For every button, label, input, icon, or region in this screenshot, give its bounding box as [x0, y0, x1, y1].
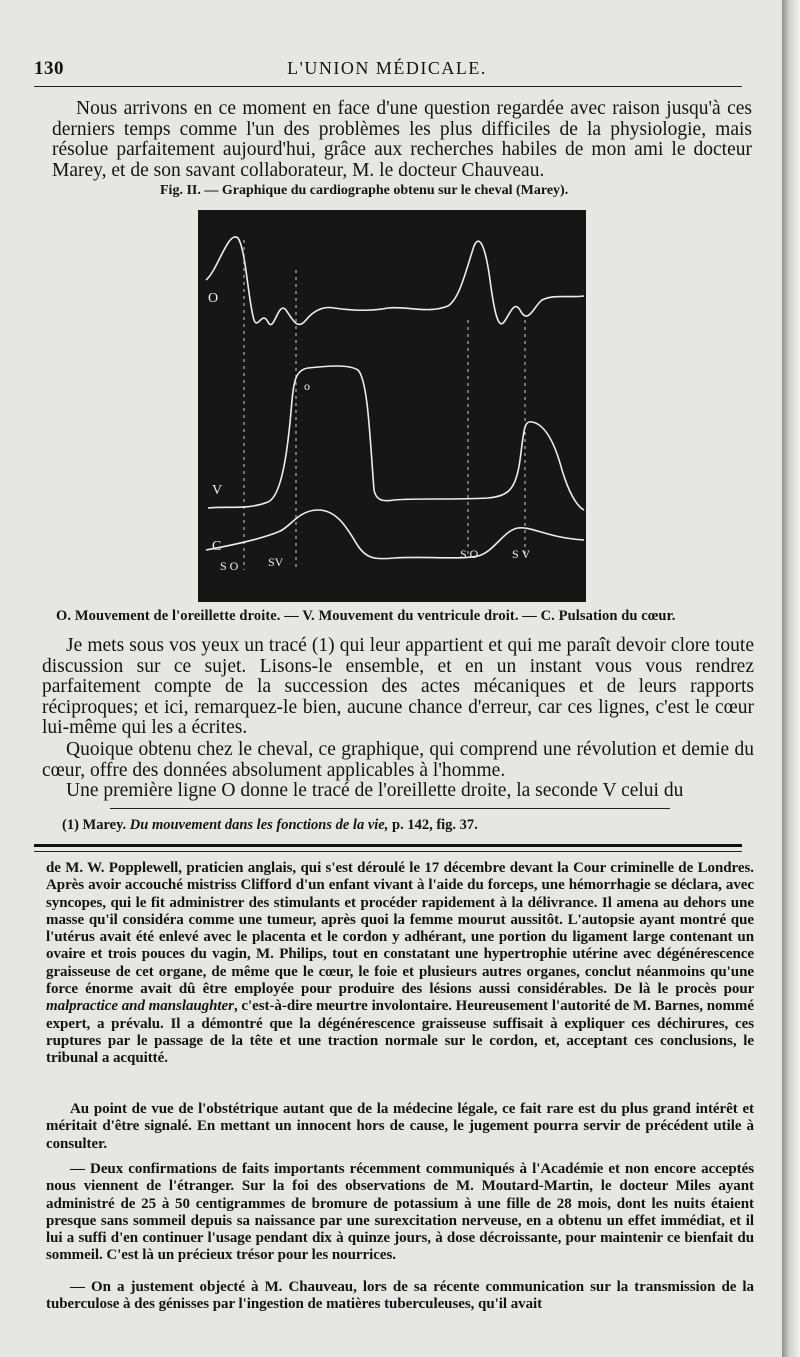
label-c: C — [212, 539, 222, 554]
separator-rule-bottom — [34, 851, 742, 852]
page-edge — [782, 0, 800, 1357]
footnote-title: Du mouvement dans les fonctions de la vie, — [129, 817, 389, 833]
header-rule — [34, 86, 742, 87]
lower-paragraph-1-end: , c'est-à-dire meurtre involontaire. Heureusement l'autorité de M. Barnes, nommé expert, a prévalu. Il a démontré que la dégénérescence graisseuse suffisait à expliquer ces déchirures, ces ruptures par le passage de la tête et une traction normale sur le cordon, et, acceptant ces conclusions, le tribunal a acquitté. — [46, 998, 754, 1067]
cardiograph-figure — [198, 210, 586, 602]
lower-paragraph-2: Au point de vue de l'obstétrique autant que de la médecine légale, ce fait rare est du plus grand intérêt et méritait d'être signalé. En mettant un innocent hors de cause, le jugement pourra servir de précédent utile à consulter. — [46, 1101, 754, 1152]
body-paragraph-1: Je mets sous vos yeux un tracé (1) qui leur appartient et qui me paraît devoir clore toute discussion sur ce sujet. Lisons-le ensemble, et en un instant vous vous rendrez parfaitement compte de la succession des actes mécaniques et de leurs rapports réciproques; et ici, remarquez-le bien, aucune chance d'erreur, car ces lignes, c'est le cœur lui-même qui les a écrites. — [42, 635, 754, 738]
footnote-rule — [110, 808, 670, 809]
running-title: L'UNION MÉDICALE. — [287, 58, 487, 78]
lower-paragraph-1 — [46, 860, 754, 1068]
lower-paragraph-4: — On a justement objecté à M. Chauveau, lors de sa récente communication sur la transmission de la tuberculose à des génisses par l'ingestion de matières tuberculeuses, qu'il avait — [46, 1279, 754, 1313]
page-header — [34, 52, 740, 82]
footnote-prefix: (1) Marey. — [62, 817, 127, 833]
lower-paragraph-3: — Deux confirmations de faits importants récemment communiqués à l'Académie et non encore acceptés nous viennent de l'étranger. Sur la foi des observations de M. Moutard-Martin, le docteur Miles ayant administré de 25 à 50 centigrammes de bromure de potassium à une fille de 28 mois, dont les nuits étaient presque sans sommeil depuis sa naissance par une surexcitation nerveuse, en a obtenu un effet immédiat, et il lui a suffi d'en continuer l'usage pendant dix à quinze jours, à dose décroissante, pour maintenir ce bienfait du sommeil. C'est là un précieux trésor pour les nourrices. — [46, 1161, 754, 1264]
figure-background — [198, 210, 586, 602]
label-sv-left: SV — [268, 555, 284, 569]
lower-paragraph-1-start: de M. W. Popplewell, praticien anglais, qui s'est déroulé le 17 décembre devant la Cour criminelle de Londres. Après avoir accouché mistriss Clifford d'un enfant vivant à l'aide du forceps, une hémorrhagie se déclara, avec syncopes, qui le fit administrer des stimulants et procéder rapidement à la délivrance. Il amena au dehors une masse qu'il considéra comme une tumeur, après quoi la femme mourut aussitôt. L'autopsie ayant montré que l'utérus avait été enlevé avec le placenta et le cordon y adhérant, une portion du ligament large contenant un ovaire et trois pouces du vagin, M. Philips, tout en constatant une hypertrophie utérine avec dégénérescence graisseuse de cet organe, de même que le cœur, le foie et plusieurs autres organes, conclut néanmoins qu'une force énorme avait dû être employée pour produire des lésions aussi considérables. De là le procès pour — [46, 860, 754, 998]
body-paragraph-3: Une première ligne O donne le tracé de l'oreillette droite, la seconde V celui du — [66, 780, 684, 801]
label-o-inner: o — [304, 379, 310, 393]
label-v: V — [212, 483, 223, 498]
label-so-right: S O — [460, 547, 479, 561]
figure-caption: Fig. II. — Graphique du cardiographe obtenu sur le cheval (Marey). — [160, 183, 569, 198]
separator-rule-top — [34, 844, 742, 847]
page-number: 130 — [34, 58, 64, 79]
footnote — [62, 817, 742, 834]
label-o: O — [208, 291, 219, 306]
lower-paragraph-1-italic: malpractice and manslaughter — [46, 998, 234, 1015]
figure-legend: O. Mouvement de l'oreillette droite. — V. Mouvement du ventricule droit. — C. Pulsation du cœur. — [56, 608, 676, 624]
footnote-suffix: p. 142, fig. 37. — [392, 817, 478, 833]
body-paragraph-2: Quoique obtenu chez le cheval, ce graphique, qui comprend une révolution et demie du cœur, offre des données absolument applicables à l'homme. — [42, 739, 754, 781]
intro-paragraph: Nous arrivons en ce moment en face d'une question regardée avec raison jusqu'à ces derniers temps comme l'un des problèmes les plus difficiles de la physiologie, mais résolue parfaitement aujourd'hui, grâce aux recherches habiles de mon ami le docteur Marey, et de son savant collaborateur, M. le docteur Chauveau. — [52, 98, 752, 181]
label-so-left: S O — [220, 559, 239, 573]
label-sv-right: S V — [512, 547, 531, 561]
